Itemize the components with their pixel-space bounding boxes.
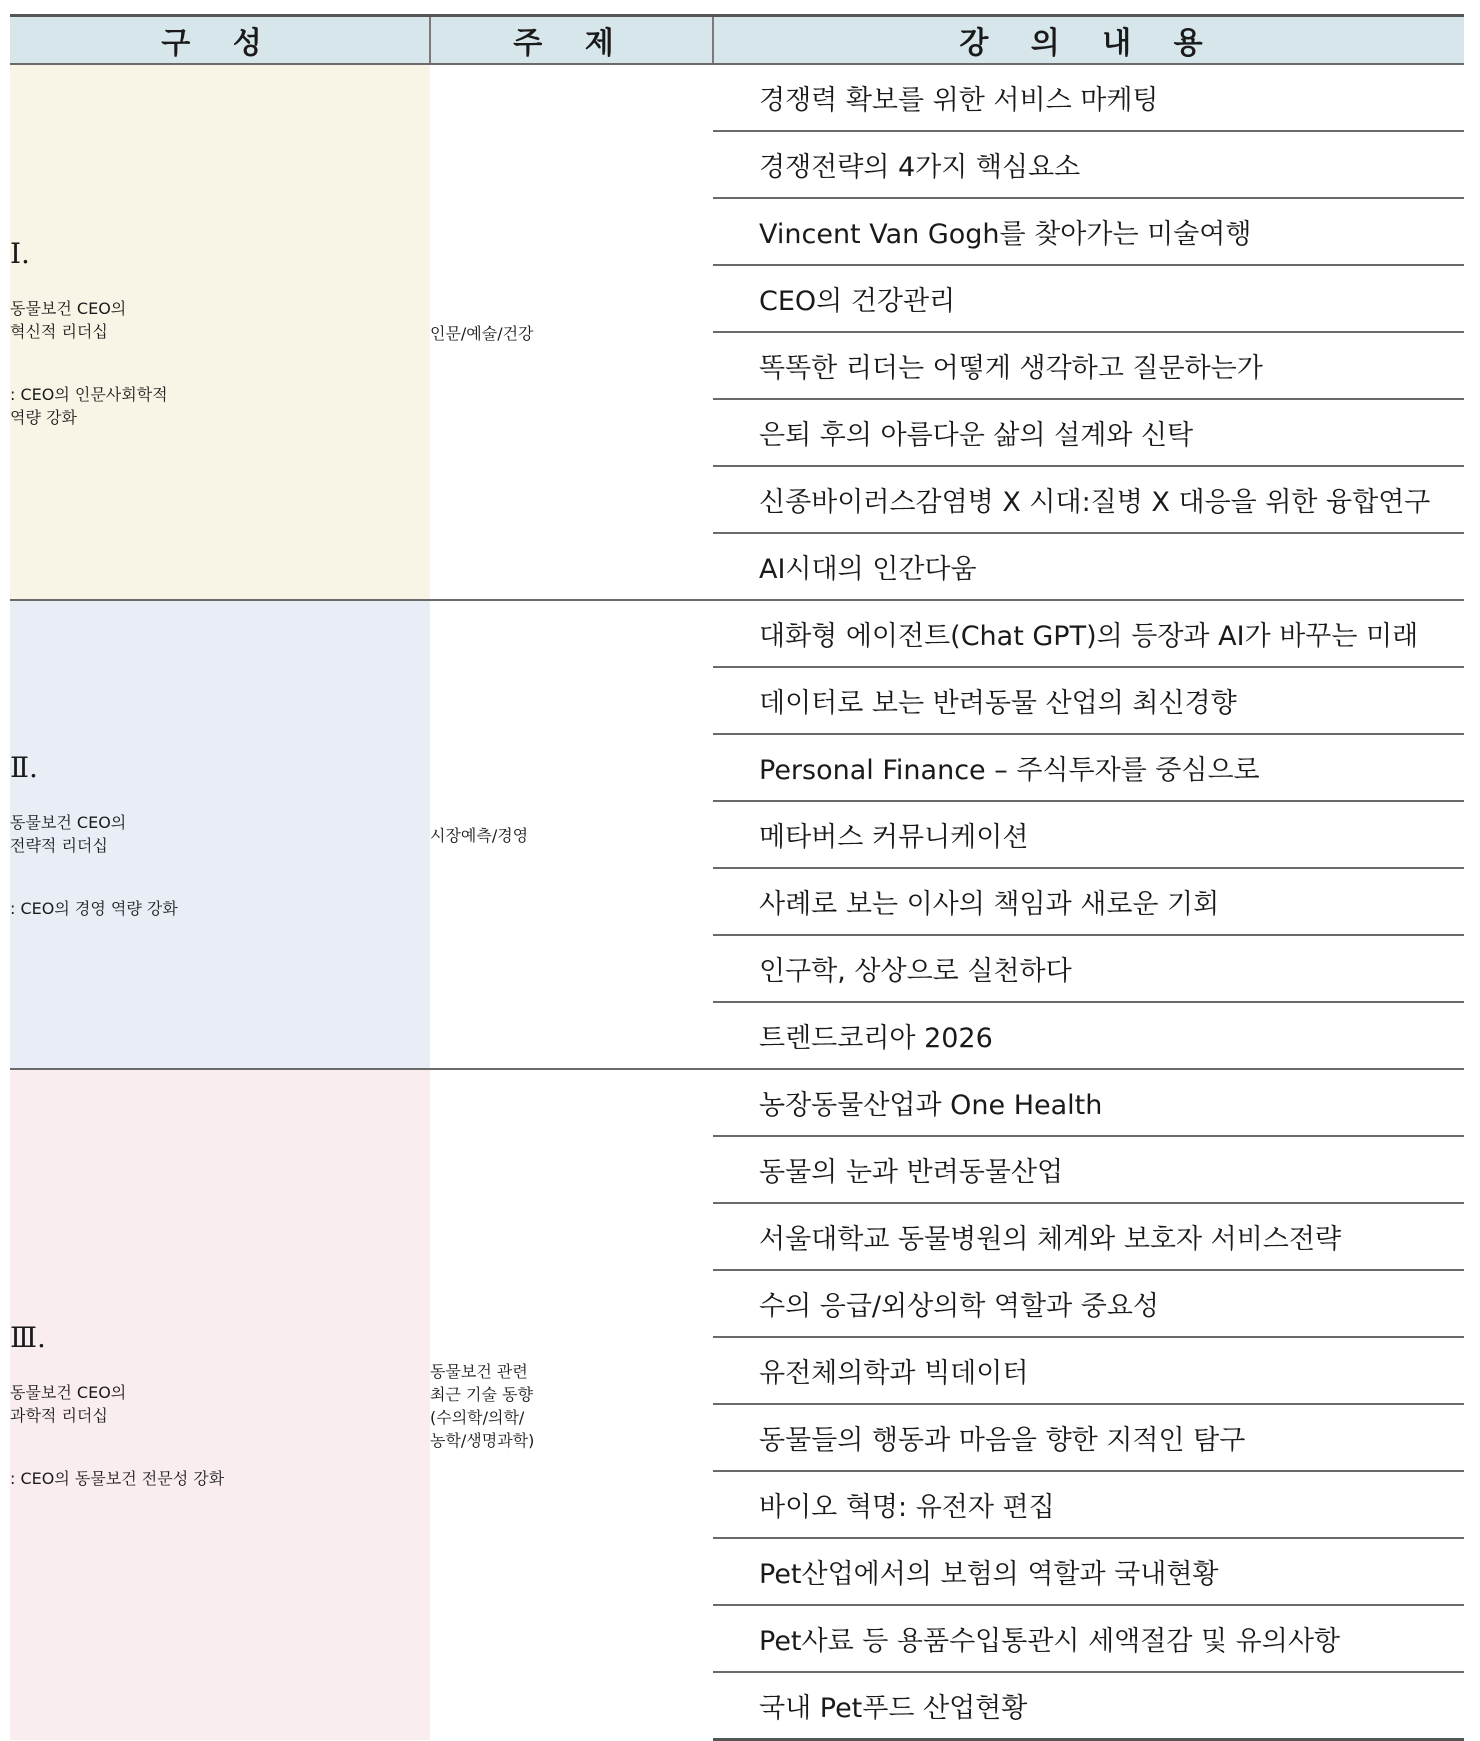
topic-line: 인문/예술/건강 <box>430 323 534 343</box>
topic-line: 시장예측/경영 <box>430 826 529 845</box>
header-topic: 주 제 <box>430 16 713 65</box>
header-row <box>10 16 1464 65</box>
lecture-title: 수의 응급/외상의학 역할과 중요성 <box>713 1270 1464 1337</box>
lecture-title: Personal Finance – 주식투자를 중심으로 <box>713 734 1464 801</box>
section-subtitle-line: : CEO의 경영 역량 강화 <box>10 898 178 918</box>
section-topic <box>430 1069 713 1740</box>
lecture-title: 대화형 에이전트(Chat GPT)의 등장과 AI가 바꾸는 미래 <box>713 600 1464 667</box>
lecture-title: Vincent Van Gogh를 찾아가는 미술여행 <box>713 198 1464 265</box>
lecture-title: CEO의 건강관리 <box>713 265 1464 332</box>
section-title-line: 혁신적 리더십 <box>10 321 108 341</box>
section-topic <box>430 64 713 600</box>
lecture-title: 똑똑한 리더는 어떻게 생각하고 질문하는가 <box>713 332 1464 399</box>
lecture-title: 경쟁전략의 4가지 핵심요소 <box>713 131 1464 198</box>
header-lectures: 강 의 내 용 <box>713 16 1464 65</box>
header-composition: 구 성 <box>10 16 430 65</box>
lecture-row <box>10 1069 1464 1136</box>
section-spacer <box>10 342 430 382</box>
lecture-title: 서울대학교 동물병원의 체계와 보호자 서비스전략 <box>713 1203 1464 1270</box>
lecture-title: 동물의 눈과 반려동물산업 <box>713 1136 1464 1203</box>
lecture-title: Pet사료 등 용품수입통관시 세액절감 및 유의사항 <box>713 1605 1464 1672</box>
lecture-title: 사례로 보는 이사의 책임과 새로운 기회 <box>713 868 1464 935</box>
section-composition <box>10 600 430 1069</box>
lecture-title: 은퇴 후의 아름다운 삶의 설계와 신탁 <box>713 399 1464 466</box>
section-title-line: 동물보건 CEO의 <box>10 812 127 832</box>
lecture-title: 신종바이러스감염병 X 시대:질병 X 대응을 위한 융합연구 <box>713 466 1464 533</box>
section-title-line: 과학적 리더십 <box>10 1405 108 1425</box>
section-title-line: 전략적 리더십 <box>10 835 108 855</box>
curriculum-body <box>10 64 1464 1740</box>
section-numeral: Ⅱ. <box>10 750 38 784</box>
section-subtitle-line: : CEO의 인문사회학적 <box>10 384 168 404</box>
curriculum-table <box>10 14 1464 1741</box>
section-title-line: 동물보건 CEO의 <box>10 298 127 318</box>
topic-line: (수의학/의학/ <box>430 1407 525 1427</box>
lecture-title: 메타버스 커뮤니케이션 <box>713 801 1464 868</box>
section-subtitle-line: 역량 강화 <box>10 407 77 427</box>
lecture-title: 인구학, 상상으로 실천하다 <box>713 935 1464 1002</box>
lecture-title: 데이터로 보는 반려동물 산업의 최신경향 <box>713 667 1464 734</box>
section-title-line: 동물보건 CEO의 <box>10 1382 127 1402</box>
section-topic <box>430 600 713 1069</box>
lecture-title: 국내 Pet푸드 산업현황 <box>713 1672 1464 1740</box>
lecture-title: 농장동물산업과 One Health <box>713 1069 1464 1136</box>
lecture-title: AI시대의 인간다움 <box>713 533 1464 600</box>
section-composition <box>10 64 430 600</box>
section-subtitle-line: : CEO의 동물보건 전문성 강화 <box>10 1468 225 1488</box>
section-numeral: Ⅰ. <box>10 236 30 270</box>
lecture-title: 동물들의 행동과 마음을 향한 지적인 탐구 <box>713 1404 1464 1471</box>
lecture-title: 유전체의학과 빅데이터 <box>713 1337 1464 1404</box>
lecture-title: 트렌드코리아 2026 <box>713 1002 1464 1069</box>
lecture-row <box>10 600 1464 667</box>
lecture-row <box>10 64 1464 131</box>
lecture-title: 바이오 혁명: 유전자 편집 <box>713 1471 1464 1538</box>
topic-line: 동물보건 관련 <box>430 1361 528 1381</box>
lecture-title: Pet산업에서의 보험의 역할과 국내현황 <box>713 1538 1464 1605</box>
section-spacer <box>10 856 430 896</box>
topic-line: 농학/생명과학) <box>430 1430 535 1450</box>
section-numeral: Ⅲ. <box>10 1320 46 1354</box>
section-spacer <box>10 1426 430 1466</box>
lecture-title: 경쟁력 확보를 위한 서비스 마케팅 <box>713 64 1464 131</box>
topic-line: 최근 기술 동향 <box>430 1384 533 1404</box>
section-composition <box>10 1069 430 1740</box>
